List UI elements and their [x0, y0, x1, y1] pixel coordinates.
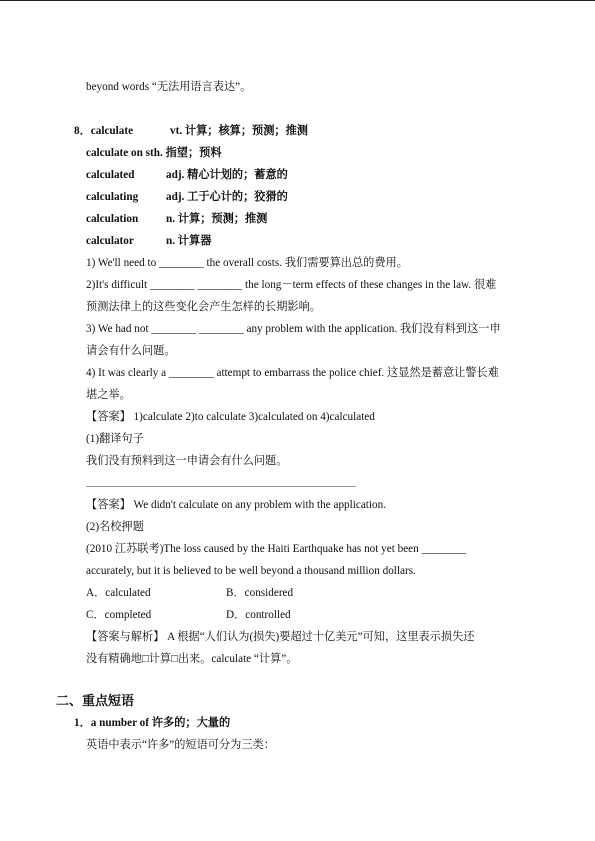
related-meaning: adj. 工于心计的；狡猾的	[166, 191, 288, 203]
exam-question-line2: accurately, but it is believed to be well beyond a thousand million dollars.	[86, 565, 416, 577]
exercise-3-line1: 3) We had not ________ ________ any problem with the application. 我们没有料到这一申	[86, 323, 501, 335]
exam-options-row1	[86, 586, 293, 600]
answer-blank-line	[86, 486, 356, 487]
related-word-row	[86, 146, 222, 160]
exam-explanation-line1: 【答案与解析】 A 根据“人们认为(损失)要超过十亿美元”可知，这里表示损失还	[86, 631, 475, 643]
exercise-2-line2: 预测法律上的这些变化会产生怎样的长期影响。	[86, 301, 321, 313]
translate-answer: 【答案】 We didn't calculate on any problem with the application.	[86, 499, 386, 511]
item8-word: 8．calculate	[74, 125, 134, 137]
phrase-intro: 英语中表示“许多”的短语可分为三类：	[86, 739, 275, 751]
related-word: calculator	[86, 235, 134, 247]
translate-sentence: 我们没有预料到这一申请会有什么问题。	[86, 455, 288, 467]
exercise-2-line1: 2)It's difficult ________ ________ the long－term effects of these changes in the law. 很难	[86, 279, 497, 291]
exercise-answer: 【答案】 1)calculate 2)to calculate 3)calculated on 4)calculated	[86, 411, 375, 423]
related-word: calculating	[86, 191, 139, 203]
related-word-row	[86, 234, 211, 248]
beyond-words-line: beyond words “无法用语言表达”。	[86, 81, 252, 93]
item8-heading	[74, 124, 308, 138]
related-meaning: adj. 精心计划的；蓄意的	[166, 169, 288, 181]
exam-options-row2	[86, 608, 291, 622]
related-word-row	[86, 190, 288, 204]
exam-explanation-line2: 没有精确地□计算□出来。calculate “计算”。	[86, 653, 298, 665]
related-meaning: n. 计算器	[166, 235, 212, 247]
related-word: calculated	[86, 169, 135, 181]
option-a: A．calculated	[86, 587, 151, 599]
exercise-4-line2: 堪之举。	[86, 389, 131, 401]
phrase-item-1	[74, 716, 230, 730]
option-b: B．considered	[226, 587, 294, 599]
exam-question-line1: (2010 江苏联考)The loss caused by the Haiti Earthquake has not yet been ________	[86, 543, 467, 555]
page-top-rule	[0, 0, 595, 1]
exercise-4-line1: 4) It was clearly a ________ attempt to embarrass the police chief. 这显然是蓄意让警长难	[86, 367, 499, 379]
phrase-word: 1．a number of	[74, 717, 150, 729]
related-word: calculation	[86, 213, 139, 225]
exam-heading: (2)名校押题	[86, 521, 144, 533]
related-word: calculate on sth.	[86, 147, 163, 159]
phrase-meaning: 许多的；大量的	[151, 717, 231, 729]
item8-pos: vt. 计算；核算；预测；推测	[170, 125, 308, 137]
option-d: D．controlled	[226, 609, 291, 621]
section-title: 二、重点短语	[56, 693, 135, 708]
exercise-1: 1) We'll need to ________ the overall costs. 我们需要算出总的费用。	[86, 257, 408, 269]
translate-heading: (1)翻译句子	[86, 433, 144, 445]
exercise-3-line2: 请会有什么问题。	[86, 345, 176, 357]
option-c: C．completed	[86, 609, 152, 621]
related-meaning: 指望；预料	[165, 147, 222, 159]
related-word-row	[86, 168, 288, 182]
related-meaning: n. 计算；预测；推测	[166, 213, 268, 225]
related-word-row	[86, 212, 267, 226]
